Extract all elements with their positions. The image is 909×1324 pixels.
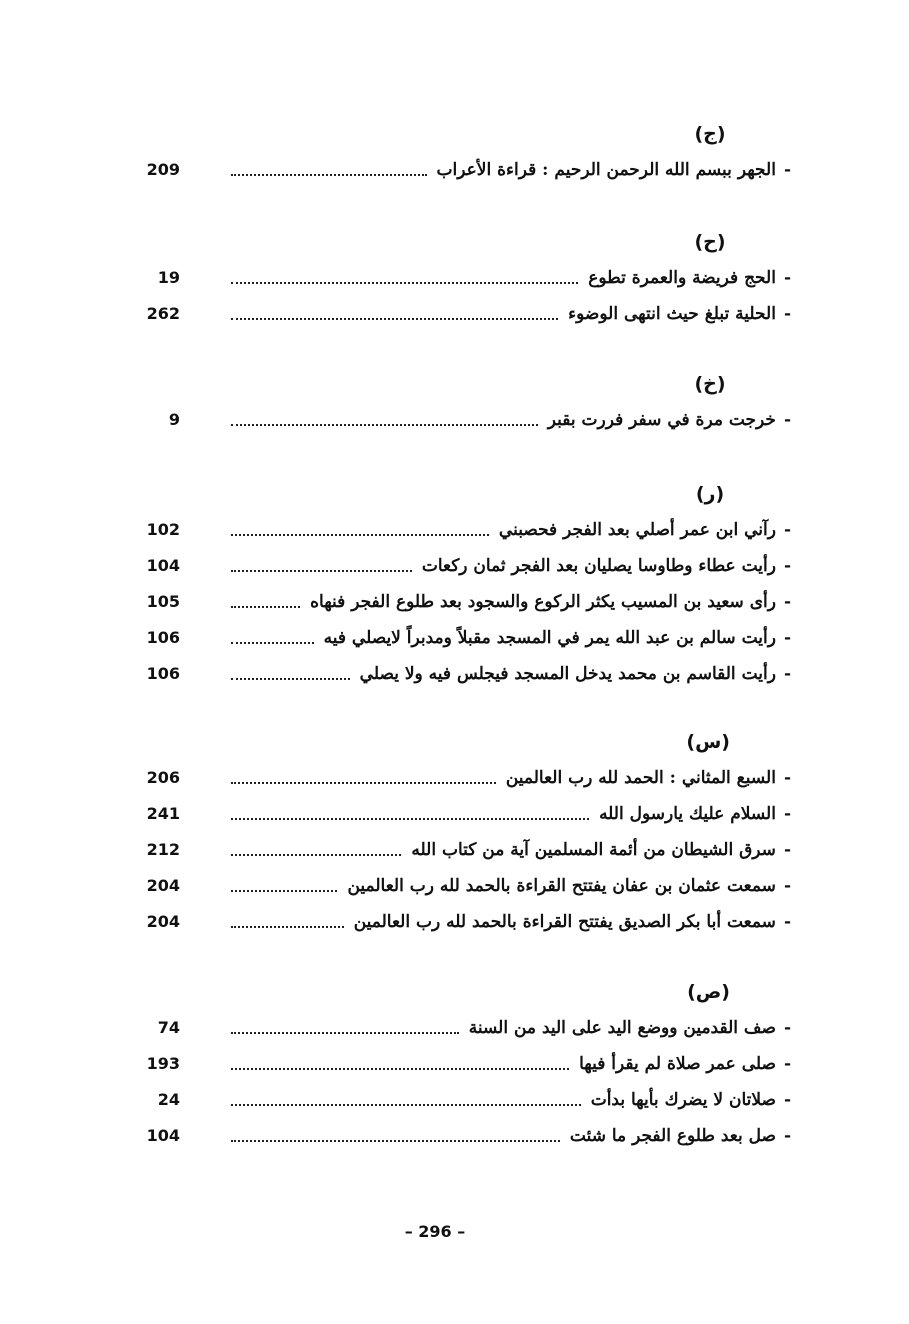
leader-dots: [231, 1064, 569, 1070]
entry-text: الجهر ببسم الله الرحمن الرحيم : قراءة الأعراب: [436, 160, 776, 180]
section-letter: (س): [686, 731, 730, 753]
page-number-footer: – 296 –: [404, 1222, 466, 1241]
leader-dots: [231, 850, 401, 856]
index-entry: - صل بعد طلوع الفجر ما شئت 104: [0, 1118, 909, 1154]
entry-page-number: 74: [157, 1018, 180, 1037]
index-entry: - رأى سعيد بن المسيب يكثر الركوع والسجود بعد طلوع الفجر فنهاه 105: [0, 584, 909, 620]
leader-dots: [231, 566, 412, 572]
entry-page-number: 104: [146, 1126, 180, 1145]
entry-text: صل بعد طلوع الفجر ما شئت: [569, 1126, 776, 1146]
entry-page-number: 209: [146, 160, 180, 179]
index-entry: - رأيت عطاء وطاوسا يصليان بعد الفجر ثمان ركعات 104: [0, 548, 909, 584]
entry-page-number: 24: [157, 1090, 180, 1109]
leader-dots: [231, 420, 538, 426]
entry-page-number: 212: [146, 840, 180, 859]
index-entry: - الجهر ببسم الله الرحمن الرحيم : قراءة الأعراب 209: [0, 152, 909, 188]
leader-dots: [231, 778, 496, 784]
entry-page-number: 9: [168, 410, 180, 429]
entry-page-number: 106: [146, 664, 180, 683]
entry-page-number: 102: [146, 520, 180, 539]
entry-text: صلى عمر صلاة لم يقرأ فيها: [579, 1054, 776, 1074]
leader-dots: [231, 638, 314, 644]
entry-text: رأيت سالم بن عبد الله يمر في المسجد مقبلاً ومدبراً لايصلي فيه: [323, 628, 776, 648]
index-entry: - الحلية تبلغ حيث انتهى الوضوء 262: [0, 296, 909, 332]
index-entry: - السلام عليك يارسول الله 241: [0, 796, 909, 832]
leader-dots: [231, 1136, 560, 1142]
entry-page-number: 204: [146, 912, 180, 931]
leader-dots: [231, 530, 489, 536]
leader-dots: [231, 674, 350, 680]
leader-dots: [231, 886, 337, 892]
section-letter: (ج): [694, 123, 726, 145]
entry-text: رأى سعيد بن المسيب يكثر الركوع والسجود بعد طلوع الفجر فنهاه: [310, 592, 776, 612]
entry-page-number: 206: [146, 768, 180, 787]
entry-text: سرق الشيطان من أئمة المسلمين آية من كتاب الله: [411, 840, 776, 860]
section-letter: (ر): [695, 483, 725, 505]
entry-text: سمعت عثمان بن عفان يفتتح القراءة بالحمد لله رب العالمين: [347, 876, 776, 896]
index-entry: - صف القدمين ووضع اليد على اليد من السنة 74: [0, 1010, 909, 1046]
index-entry: - رآني ابن عمر أصلي بعد الفجر فحصبني 102: [0, 512, 909, 548]
leader-dots: [231, 1100, 581, 1106]
entry-text: خرجت مرة في سفر فررت بقبر: [547, 410, 776, 430]
section-letter: (ص): [687, 981, 730, 1003]
index-entry: - سمعت عثمان بن عفان يفتتح القراءة بالحمد لله رب العالمين 204: [0, 868, 909, 904]
entry-page-number: 262: [146, 304, 180, 323]
entry-page-number: 204: [146, 876, 180, 895]
entry-text: السلام عليك يارسول الله: [599, 804, 776, 824]
entry-page-number: 104: [146, 556, 180, 575]
leader-dots: [231, 314, 558, 320]
index-entry: - سمعت أبا بكر الصديق يفتتح القراءة بالحمد لله رب العالمين 204: [0, 904, 909, 940]
leader-dots: [231, 278, 578, 284]
leader-dots: [231, 170, 427, 176]
section-letter: (خ): [694, 373, 726, 395]
entry-text: سمعت أبا بكر الصديق يفتتح القراءة بالحمد لله رب العالمين: [353, 912, 776, 932]
entry-text: الحج فريضة والعمرة تطوع: [588, 268, 776, 288]
index-entry: - صلى عمر صلاة لم يقرأ فيها 193: [0, 1046, 909, 1082]
index-entry: - الحج فريضة والعمرة تطوع 19: [0, 260, 909, 296]
entry-text: الحلية تبلغ حيث انتهى الوضوء: [568, 304, 776, 324]
entry-page-number: 19: [157, 268, 180, 287]
index-entry: - رأيت القاسم بن محمد يدخل المسجد فيجلس فيه ولا يصلي 106: [0, 656, 909, 692]
leader-dots: [231, 1028, 459, 1034]
entry-page-number: 241: [146, 804, 180, 823]
index-entry: - السبع المثاني : الحمد لله رب العالمين 206: [0, 760, 909, 796]
entry-page-number: 106: [146, 628, 180, 647]
index-entry: - رأيت سالم بن عبد الله يمر في المسجد مقبلاً ومدبراً لايصلي فيه 106: [0, 620, 909, 656]
index-entry: - سرق الشيطان من أئمة المسلمين آية من كتاب الله 212: [0, 832, 909, 868]
index-entry: - خرجت مرة في سفر فررت بقبر 9: [0, 402, 909, 438]
entry-text: صلاتان لا يضرك بأيها بدأت: [590, 1090, 776, 1110]
entry-page-number: 193: [146, 1054, 180, 1073]
leader-dots: [231, 602, 300, 608]
section-letter: (ح): [694, 231, 726, 253]
entry-page-number: 105: [146, 592, 180, 611]
entry-text: السبع المثاني : الحمد لله رب العالمين: [505, 768, 776, 788]
leader-dots: [231, 922, 344, 928]
entry-text: صف القدمين ووضع اليد على اليد من السنة: [468, 1018, 776, 1038]
entry-text: رآني ابن عمر أصلي بعد الفجر فحصبني: [498, 520, 776, 540]
index-entry: - صلاتان لا يضرك بأيها بدأت 24: [0, 1082, 909, 1118]
entry-text: رأيت القاسم بن محمد يدخل المسجد فيجلس فيه ولا يصلي: [359, 664, 776, 684]
leader-dots: [231, 814, 589, 820]
entry-text: رأيت عطاء وطاوسا يصليان بعد الفجر ثمان ركعات: [421, 556, 776, 576]
